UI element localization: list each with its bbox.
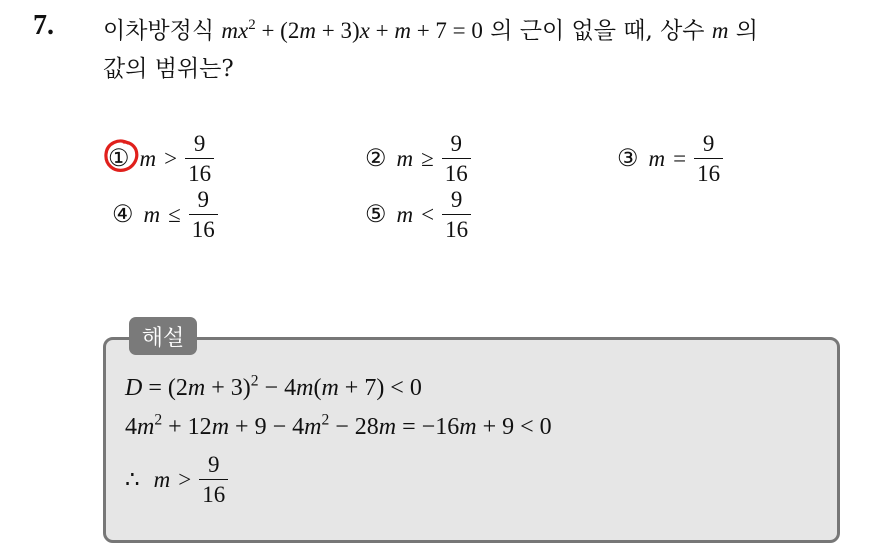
choice-relation: ≥ bbox=[421, 145, 434, 171]
fraction-numerator: 9 bbox=[450, 187, 463, 212]
choice-variable: m bbox=[143, 201, 161, 227]
choice-number: ① bbox=[108, 144, 130, 173]
fraction-denominator: 16 bbox=[199, 479, 228, 506]
choice-relation: ≤ bbox=[168, 201, 181, 227]
selected-circle-mark bbox=[102, 137, 142, 175]
conclusion-fraction bbox=[199, 453, 228, 506]
choice-5[interactable] bbox=[365, 188, 471, 241]
conclusion-relation: > bbox=[178, 466, 192, 492]
choice-relation: = bbox=[673, 145, 687, 171]
stem-end: 의 bbox=[735, 18, 758, 44]
stem-prefix: 이차방정식 bbox=[103, 18, 215, 44]
solution-line-1: $D = (2m + 3)^2 - 4m(m + 7) < 0$ bbox=[125, 372, 422, 401]
fraction-denominator: 16 bbox=[442, 158, 471, 185]
choice-4[interactable] bbox=[112, 188, 218, 241]
choice-1[interactable] bbox=[108, 132, 214, 185]
choice-fraction bbox=[185, 132, 214, 185]
conclusion-variable: m bbox=[153, 466, 171, 492]
choice-fraction bbox=[189, 188, 218, 241]
solution-title: 해설 bbox=[129, 317, 197, 355]
fraction-numerator: 9 bbox=[197, 187, 210, 212]
choice-fraction bbox=[442, 132, 471, 185]
fraction-numerator: 9 bbox=[702, 131, 715, 156]
fraction-numerator: 9 bbox=[450, 131, 463, 156]
choice-relation: < bbox=[421, 201, 435, 227]
solution-conclusion bbox=[125, 453, 228, 506]
choice-variable: m bbox=[396, 201, 414, 227]
stem-variable: m bbox=[711, 18, 729, 43]
choice-number: ④ bbox=[112, 202, 134, 228]
choice-number: ② bbox=[365, 146, 387, 172]
stem-equation: $mx^2 + (2m + 3)x + m + 7 = 0$ bbox=[221, 17, 483, 43]
solution-line-2: $4m^2 + 12m + 9 - 4m^2 - 28m = -16m + 9 < 0$ bbox=[125, 411, 552, 440]
choice-fraction bbox=[442, 188, 471, 241]
choice-fraction bbox=[694, 132, 723, 185]
question-stem bbox=[103, 12, 873, 88]
fraction-denominator: 16 bbox=[442, 214, 471, 241]
choice-variable: m bbox=[139, 145, 157, 171]
choice-number: ③ bbox=[617, 146, 639, 172]
fraction-numerator: 9 bbox=[193, 131, 206, 156]
fraction-denominator: 16 bbox=[694, 158, 723, 185]
choice-relation: > bbox=[164, 145, 178, 171]
choice-3[interactable] bbox=[617, 132, 723, 185]
question-number: 7. bbox=[33, 10, 54, 41]
fraction-denominator: 16 bbox=[189, 214, 218, 241]
choice-2[interactable] bbox=[365, 132, 471, 185]
fraction-numerator: 9 bbox=[208, 452, 220, 477]
choice-variable: m bbox=[396, 145, 414, 171]
therefore-symbol: ∴ bbox=[125, 466, 140, 492]
choice-variable: m bbox=[648, 145, 666, 171]
stem-line2: 값의 범위는? bbox=[103, 56, 234, 82]
choice-number: ⑤ bbox=[365, 202, 387, 228]
stem-suffix: 의 근이 없을 때, 상수 bbox=[490, 18, 705, 44]
fraction-denominator: 16 bbox=[185, 158, 214, 185]
